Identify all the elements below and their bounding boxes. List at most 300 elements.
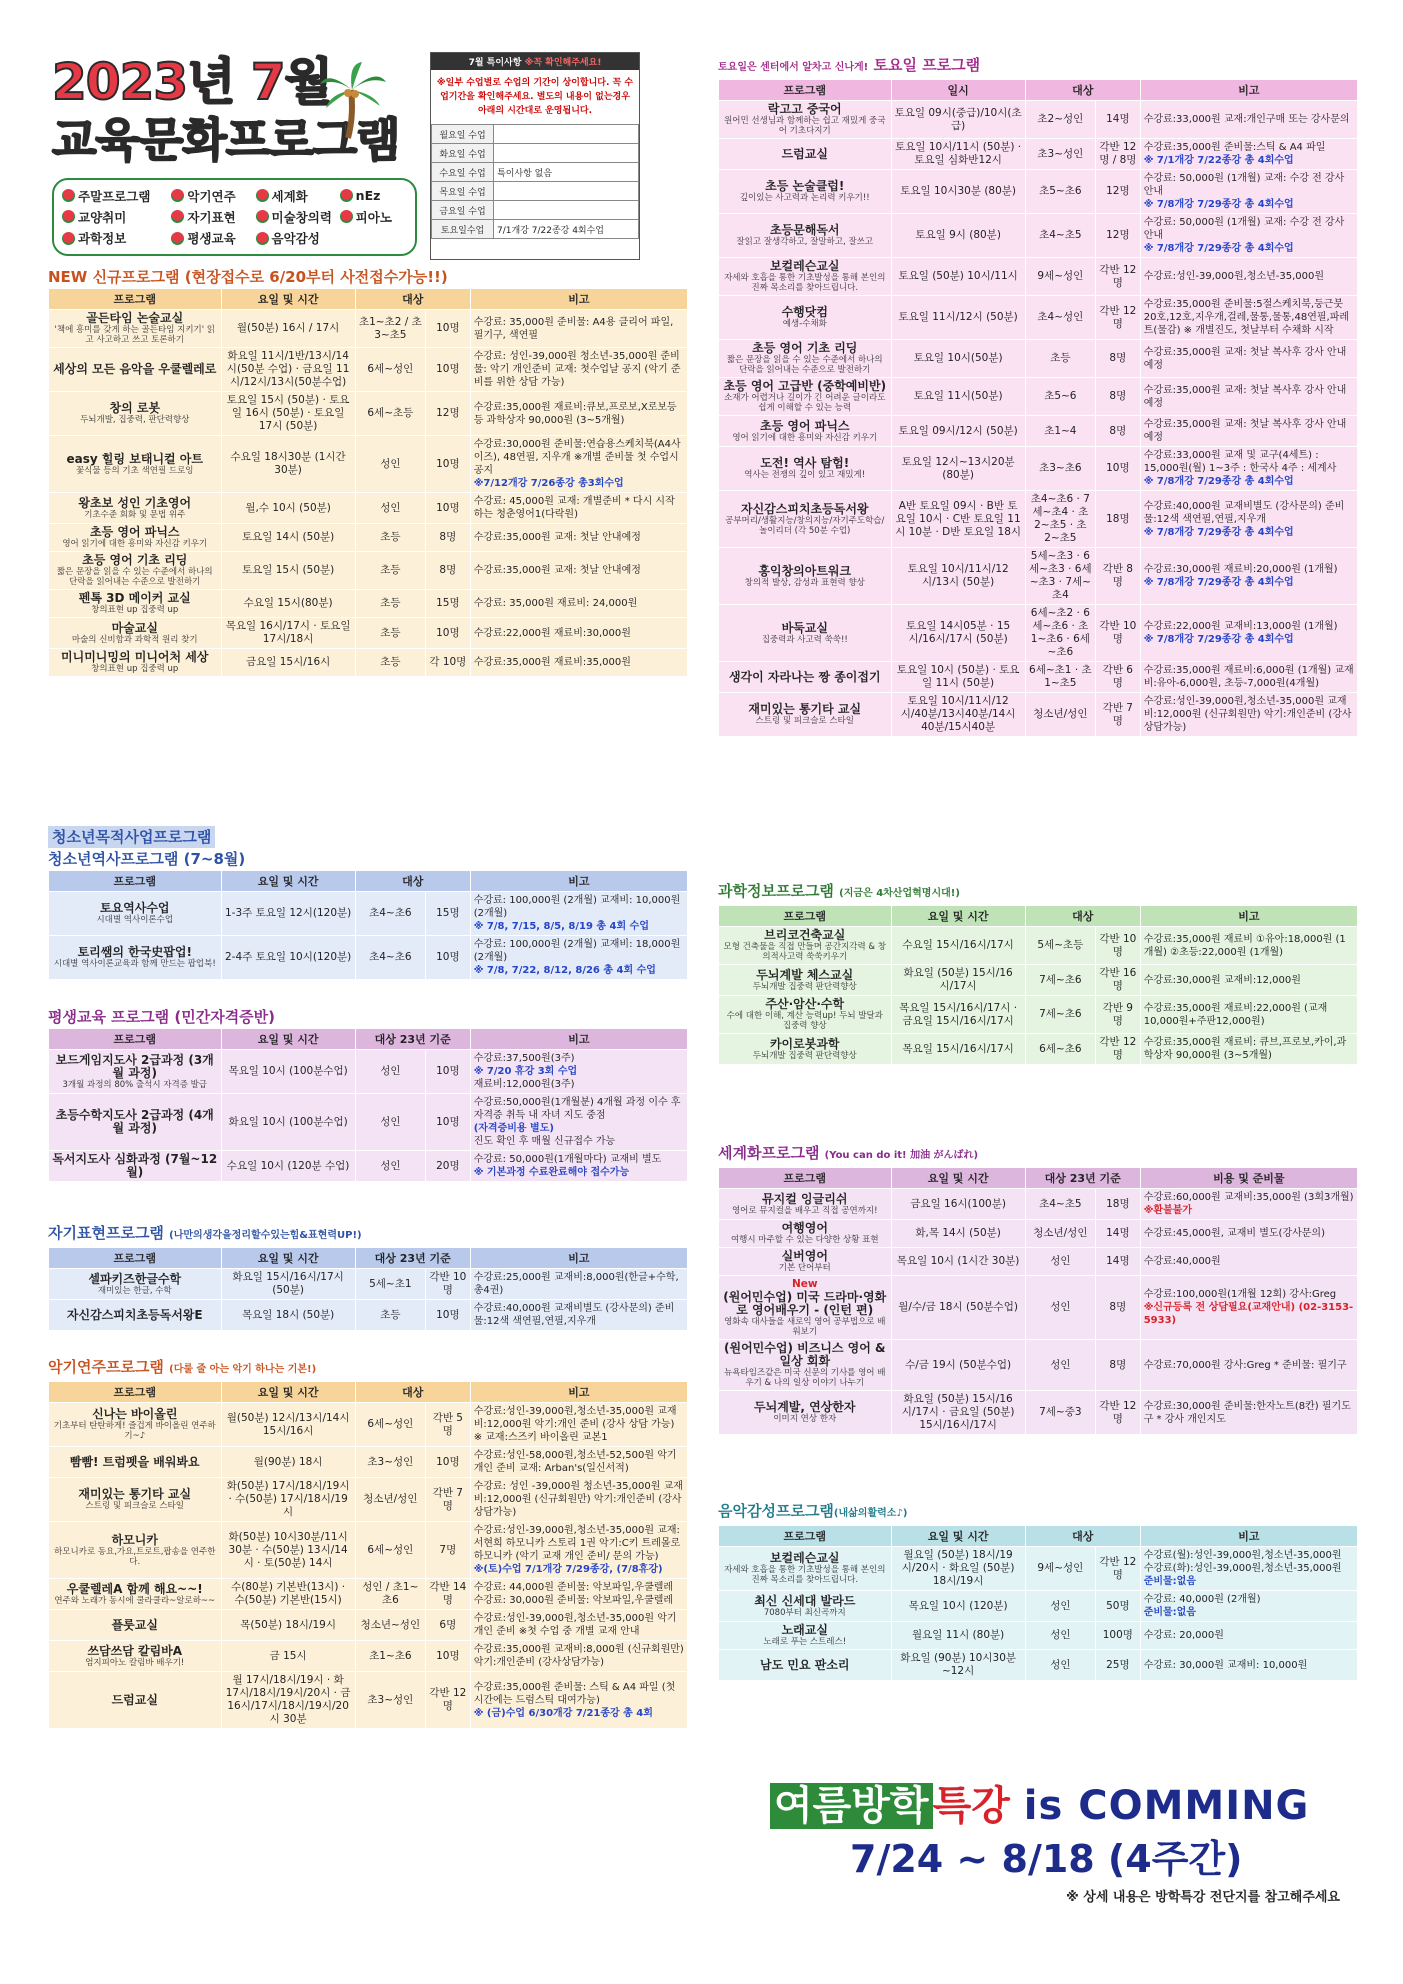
program-capacity: 12명 [1095,170,1140,214]
program-note [470,1403,687,1447]
table-row [719,1650,1358,1681]
program-note [1140,662,1357,693]
program-name: 락고고 중국어 [767,102,842,116]
program-name-cell [719,170,892,214]
program-time: 수요일 18시30분 (1시간 30분) [221,436,355,493]
program-name: 우쿨렐레A 함께 해요~~! [66,1581,203,1596]
note-text: 수강료:성인-58,000원,청소년-52,500원 악기개인 준비 교재: Arban's(일신서적) [473,1450,677,1474]
note-text: 수강료: 100,000원 (2개월) 교재비: 18,000원(2개월) [473,939,681,963]
section-teen [48,826,688,980]
program-note [470,1672,687,1729]
program-target: 초등 [355,524,425,552]
notice-value [494,182,639,201]
program-time: 토요일 14시05분 · 15시/16시/17시 (50분) [891,605,1025,662]
category-label: 세계화 [271,188,308,204]
table-row [49,1050,688,1094]
column-header: 프로그램 [719,1168,892,1189]
program-capacity: 10명 [425,1641,470,1672]
program-note [1140,1622,1357,1650]
program-name-cell [719,605,892,662]
notice-row [432,182,639,201]
section-title-text: 음악감성프로그램 [718,1502,834,1520]
program-name-cell [719,101,892,139]
note-highlight: 준비물:없음 [1143,1607,1197,1618]
program-capacity: 각반 8명 [1095,548,1140,605]
column-header: 요일 및 시간 [891,906,1025,927]
header-row [719,906,1358,927]
category-item [256,207,340,226]
program-time: 월요일 11시 (80분) [891,1622,1025,1650]
program-name-cell [49,1094,222,1151]
note-text: 수강료: 40,000원 (2개월) [1143,1594,1261,1605]
program-name: 도전! 역사 탐험! [760,456,850,470]
program-name: 두뇌계발, 연상한자 [754,1400,856,1414]
notice-value: 특이사항 없음 [494,163,639,182]
section-title-text: 악기연주프로그램 [48,1358,164,1376]
program-note [1140,1650,1357,1681]
program-name-cell [719,1220,892,1248]
note-text: 수강료:35,000원 재료비:22,000원 (교재10,000원+주판12,000원) [1143,1002,1328,1027]
program-target: 청소년/성인 [1025,693,1095,737]
program-desc: 시대별 역사이론교육과 함께 만드는 팝업북! [53,959,216,969]
program-note [470,1050,687,1094]
program-time: 화요일 (90분) 10시30분~12시 [891,1650,1025,1681]
program-note [1140,605,1357,662]
table-row [719,139,1358,170]
program-name-cell [719,662,892,693]
program-name: 드럼교실 [111,1692,158,1707]
program-capacity: 10명 [1095,447,1140,491]
program-desc: 영어 읽기에 대한 흥미와 자신감 키우기 [62,539,208,549]
table-row [49,1300,688,1331]
program-time: 토요일 11시/12시 (50분) [891,296,1025,340]
program-name: 초등 영어 고급반 (중학예비반) [723,379,887,393]
summer-title-b: 특강 [932,1783,1010,1829]
table-row [49,649,688,677]
notice-row [432,125,639,144]
table-row [719,258,1358,296]
program-capacity: 10명 [425,618,470,649]
table-row [49,310,688,348]
header-row [719,80,1358,101]
program-name-cell [49,649,222,677]
program-note [470,493,687,524]
note-text: 수강료: 100,000원 (2개월) 교재비: 10,000원 (2개월) [473,895,681,919]
program-capacity: 각반 12명 [1095,258,1140,296]
program-target: 성인 [355,1050,425,1094]
program-time: 금 15시 [221,1641,355,1672]
program-note [470,1478,687,1522]
table-row [719,378,1358,416]
program-name-cell [49,1522,222,1579]
program-time: 화요일 (50분) 15시/16시/17시 [891,965,1025,996]
program-capacity: 각반 12명 [1095,296,1140,340]
program-name-cell [49,1579,222,1610]
program-name-cell [49,1151,222,1182]
program-capacity: 8명 [1095,340,1140,378]
program-desc: 공부머리/생활지능/창의지능/자기주도학습/놀이리더 (각 50분 수업) [725,515,885,536]
program-name-cell [49,590,222,618]
table-row [49,1269,688,1300]
table-row [719,296,1358,340]
note-highlight: 준비물:없음 [1143,1576,1197,1587]
program-note [470,1579,687,1610]
table-row [719,693,1358,737]
program-target: 초3~성인 [355,1672,425,1729]
note-highlight: ※ 7/8, 7/22, 8/12, 8/26 총 4회 수업 [473,965,656,976]
program-target: 성인 [1025,1591,1095,1622]
notice-day: 금요일 수업 [432,201,494,220]
program-note [470,892,687,936]
program-time: 1-3주 토요일 12시(120분) [221,892,355,936]
note-text: 수강료(월):성인-39,000원,청소년-35,000원 수강료(화):성인-39,000원,청소년-35,000원 [1143,1550,1342,1574]
program-desc: 여행시 마주할 수 있는 다양한 상황 표현 [730,1235,879,1245]
program-name-cell [49,892,222,936]
column-header: 프로그램 [49,1029,222,1050]
program-time: 목(50분) 18시/19시 [221,1610,355,1641]
note-text: 수강료:70,000원 강사:Greg * 준비물: 필기구 [1143,1359,1347,1371]
program-desc: 마술의 신비함과 과학적 원리 찾기 [71,634,198,645]
program-target: 6세~초1 · 초1~초5 [1025,662,1095,693]
program-note [1140,1391,1357,1435]
program-table [48,870,688,980]
program-target: 6세~성인 [355,348,425,392]
program-desc: 잘읽고 잘생각하고, 잘말하고, 잘쓰고 [736,237,874,247]
table-row [719,447,1358,491]
column-header: 프로그램 [49,1382,222,1403]
program-target: 초등 [1025,340,1095,378]
program-target: 초5~6 [1025,378,1095,416]
program-time: 토요일 10시30분 (80분) [891,170,1025,214]
category-label: 악기연주 [187,188,236,204]
program-name: 주산·암산·수학 [765,997,845,1011]
program-name: 수행닷컴 [781,305,828,319]
table-row [719,965,1358,996]
program-time: 토요일 (50분) 10시/11시 [891,258,1025,296]
category-label: 과학정보 [78,231,127,247]
summer-date: 7/24 ~ 8/18 (4주간) [850,1837,1243,1881]
note-text: 수강료: 50,000원 (1개월) 교재: 수강 전 강사 안내 [1143,173,1345,197]
program-capacity: 8명 [1095,378,1140,416]
category-item [171,186,255,205]
header-row [49,871,688,892]
section-sub: (You can do it! 加油 がんばれ) [824,1150,979,1161]
note-text: 수강료:35,000원 교재: 첫날 복사후 강사 안내예정 [1143,346,1347,371]
program-time: 금요일 16시(100분) [891,1189,1025,1220]
column-header: 대상 23년 기준 [355,1029,470,1050]
program-note [470,1300,687,1331]
program-note [470,1610,687,1641]
note-text: 수강료:성인-39,000원,청소년-35,000원 교재비:12,000원 (신규회원만) 악기:개인준비 (강사상담가능) [1143,696,1352,733]
program-target: 5세~초3 · 6세~초3 · 6세~초3 · 7세~초4 [1025,548,1095,605]
section-title [48,1356,688,1381]
program-note [1140,1591,1357,1622]
program-capacity: 8명 [425,552,470,590]
table-row [719,1547,1358,1591]
section-self-expression [48,1222,688,1331]
program-time: 목요일 15시/16시/17시 · 금요일 15시/16시/17시 [891,996,1025,1034]
program-target: 초4~초5 [1025,214,1095,258]
program-name-cell [49,436,222,493]
program-capacity: 각반 7명 [1095,693,1140,737]
program-desc: 역사는 전쟁의 깊이 있고 재밌게! [744,470,866,480]
program-name: 보컬레슨교실 [769,259,840,273]
note-text: 수강료:35,000원 교재비:8,000원 (신규회원만) 악기:개인준비 (강사상담가능) [473,1644,684,1668]
program-name-cell [719,996,892,1034]
program-target: 성인 [1025,1650,1095,1681]
program-name: 창의 로봇 [109,401,161,415]
table-row [719,996,1358,1034]
program-note [470,524,687,552]
program-note [470,936,687,980]
note-text: 수강료:25,000원 교재비:8,000원(한글+수학,총4권) [473,1272,679,1296]
program-time: 금요일 15시/16시 [221,649,355,677]
table-row [49,1478,688,1522]
program-note [1140,927,1357,965]
program-desc: 하모니카로 동요,가요,트로트,팝송을 연주한다. [54,1546,216,1567]
program-name-cell [719,1248,892,1276]
program-time: 목요일 18시 (50분) [221,1300,355,1331]
program-name-cell [49,1610,222,1641]
program-time: 목요일 10시 (100분수업) [221,1050,355,1094]
program-note [1140,1034,1357,1065]
program-capacity: 10명 [425,1094,470,1151]
program-name: 토리쌤의 한국史팝업! [77,945,192,959]
program-capacity: 14명 [1095,1248,1140,1276]
section-new-program [48,266,688,677]
program-note [470,1522,687,1579]
new-badge: New [791,1278,818,1290]
section-music [718,1500,1358,1681]
program-name-cell [719,965,892,996]
note-highlight: (자격증비용 별도) [473,1123,554,1134]
note-text: 수강료:30,000원 교재비:12,000원 [1143,974,1301,986]
program-desc: 창의표현 up 집중력 up [91,664,179,674]
section-sub: (다룰 줄 아는 악기 하나는 기본!) [169,1364,317,1375]
title-line2-a: 교육문화 [52,113,226,167]
column-header: 대상 [1025,80,1140,101]
program-desc: 꽃식물 등의 기초 색연필 드로잉 [75,465,194,476]
program-target: 성인 [355,1151,425,1182]
program-name: 신나는 바이올린 [92,1407,178,1421]
program-desc: 기본 단어부터 [778,1263,831,1273]
program-time: 목요일 10시 (120분) [891,1591,1025,1622]
category-item [256,229,340,248]
program-note [470,1269,687,1300]
note-text: 수강료:35,000원 교재: 첫날 안내예정 [473,565,641,576]
program-time: 화요일 15시/16시/17시 (50분) [221,1269,355,1300]
program-target: 초1~초2 / 초3~초5 [355,310,425,348]
program-name: 초등 영어 기초 리딩 [752,341,858,355]
program-name-cell [719,214,892,258]
program-note [1140,996,1357,1034]
table-row [719,1340,1358,1391]
program-desc: 시대별 역사이론수업 [96,915,174,925]
note-highlight: ※ 7/20 휴강 3회 수업 [473,1066,578,1077]
program-desc: 영화속 대사들을 새로익 영어 공부법으로 배워보기 [724,1317,886,1337]
section-saturday [718,54,1358,737]
program-name-cell [719,416,892,447]
note-text: 수강료:35,000원 준비물:5절스케치북,둥근붓20호,12호,지우개,걸레,물통,물통,48연필,파레트(물감) ※ 개별진도, 첫날부터 수채화 시작 [1143,299,1350,336]
category-label: 교양취미 [78,209,127,225]
notice-value: 7/1개강 7/22종강 4회수업 [494,220,639,239]
category-label: 피아노 [355,209,392,225]
program-name: 두뇌계발 체스교실 [756,967,854,982]
table-row [49,524,688,552]
program-name: 초등수학지도사 2급과정 (4개월 과정) [55,1108,214,1135]
note-highlight: ※ 기본과정 수료완료해야 접수가능 [473,1167,630,1178]
header-row [49,1382,688,1403]
program-capacity: 6명 [425,1610,470,1641]
note-text: 수강료: 45,000원 교재: 개별준비 * 다시 시작하는 청춘영어1(다락원) [473,496,675,520]
program-note [470,1094,687,1151]
table-row [719,1391,1358,1435]
program-desc: 두뇌개발 집중력 판단력향상 [752,981,857,992]
note-text: 수강료:22,000원 교재비:13,000원 (1개월) [1143,621,1338,632]
note-highlight: ※ (금)수업 6/30개강 7/21종강 총 4회 [473,1707,653,1719]
program-table [48,1247,688,1331]
column-header: 대상 23년 기준 [1025,1168,1140,1189]
program-desc: 집중력과 사고력 쑥쑥!! [761,634,848,645]
program-name: 생각이 자라나는 짱 종이접기 [728,669,881,684]
program-name: 최신 신세대 발라드 [754,1593,856,1608]
note-text: 수강료:40,000원 [1143,1256,1221,1267]
program-capacity: 각반 5명 [425,1403,470,1447]
program-target: 성인 [1025,1340,1095,1391]
program-time: 화요일 11시/1반/13시/14시(50분 수업) · 금요일 11시/12시/13시(50분수업) [221,348,355,392]
table-row [719,1276,1358,1340]
program-time: 토요일 09시/12시 (50분) [891,416,1025,447]
section-title [718,1500,1358,1525]
section-instrument [48,1356,688,1729]
program-capacity: 10명 [425,1300,470,1331]
category-item [340,207,407,226]
program-capacity: 10명 [425,436,470,493]
program-name-cell [49,310,222,348]
program-note [1140,296,1357,340]
category-item [340,186,407,205]
program-name: 보컬레슨교실 [769,1551,840,1565]
program-note [470,310,687,348]
note-text: 수강료: 35,000원 준비물: A4용 클리어 파일, 필기구, 색연필 [473,316,674,341]
table-row [49,552,688,590]
header-row [719,1168,1358,1189]
note-text: 수강료:100,000원(1개월 12회) 강사:Greg [1143,1289,1337,1300]
program-name-cell [719,491,892,548]
program-note [1140,1276,1357,1340]
section-world [718,1142,1358,1435]
table-row [49,1522,688,1579]
program-desc: 자세와 호흡을 통한 기초발성을 통해 본인의 진짜 목소리를 찾아드립니다. [724,1565,886,1585]
program-target: 6세~초등 [355,392,425,436]
note-warning: ※환불불가 [1143,1205,1193,1216]
notice-value [494,144,639,163]
program-capacity: 각반 10명 [1095,927,1140,965]
program-note [1140,214,1357,258]
program-name-cell [719,927,892,965]
program-note [470,649,687,677]
program-name: 초등문해독서 [769,223,840,237]
note-highlight: ※(토)수업 7/1개강 7/29종강, (7/8휴강) [473,1564,663,1575]
note-text: 수강료:45,000원, 교재비 별도(강사문의) [1143,1228,1325,1239]
program-desc: 짧은 문장을 읽을 수 있는 수준에서 하나의 단락을 읽어내는 수준으로 발전하기 [56,567,213,587]
notice-desc: ※일부 수업별로 수업의 기간이 상이합니다. 꼭 수업기간을 확인해주세요. 별도의 내용이 없는경우 아래의 시간대로 운영됩니다. [436,78,634,116]
table-row [719,1248,1358,1276]
column-header: 비고 [470,289,687,310]
program-capacity: 각반 10명 [1095,605,1140,662]
table-row [719,1220,1358,1248]
program-target: 초4~초5 [1025,1189,1095,1220]
program-capacity: 각반 12명 [1095,1547,1140,1591]
program-name-cell [49,493,222,524]
program-name-cell [49,1403,222,1447]
header-row [49,1248,688,1269]
program-table [718,1167,1358,1435]
watermelon-icon [62,210,75,223]
program-note [1140,548,1357,605]
title-line2-b: 프로그램 [225,113,400,167]
program-time: 토요일 10시/11시/12시/13시 (50분) [891,548,1025,605]
note-highlight: ※ 7/8, 7/15, 8/5, 8/19 총 4회 수업 [473,921,649,932]
column-header: 비고 [1140,80,1357,101]
program-name-cell [719,1189,892,1220]
program-name-cell [719,1547,892,1591]
program-capacity: 8명 [425,524,470,552]
program-note [470,436,687,493]
program-name: 초등 논술클럽! [765,179,845,193]
program-capacity: 8명 [1095,1276,1140,1340]
program-name: 세상의 모든 음악을 우쿨렐레로 [53,362,217,376]
program-name: 자신감스피치초등독서왕 [741,501,869,516]
program-target: 6세~초2 · 6세~초6 · 초1~초6 · 6세~초6 [1025,605,1095,662]
program-name-cell [49,1478,222,1522]
program-target: 초등 [355,1300,425,1331]
header-row [49,289,688,310]
table-row [49,1094,688,1151]
program-capacity: 10명 [425,493,470,524]
watermelon-icon [256,189,269,202]
program-name: 카이로봇과학 [769,1036,840,1051]
program-note [470,618,687,649]
program-time: 월 17시/18시/19시 · 화 17시/18시/19시/20시 · 금 16시/17시/18시/19시/20시 30분 [221,1672,355,1729]
program-desc: 창의표현 up 집중력 up [91,605,179,615]
program-name: 셀파키즈한글수학 [88,1271,182,1286]
program-desc: 깊이있는 사고력과 논리력 키우기!! [739,193,870,203]
table-row [719,605,1358,662]
table-row [49,1579,688,1610]
program-time: 토요일 14시 (50분) [221,524,355,552]
column-header: 대상 [355,871,470,892]
program-time: 토요일 11시(50분) [891,378,1025,416]
program-target: 초등 [355,649,425,677]
table-row [719,1189,1358,1220]
column-header: 비고 [470,1382,687,1403]
notice-day: 토요일수업 [432,220,494,239]
program-name: 실버영어 [781,1249,828,1263]
program-target: 성인 / 초1~초6 [355,1579,425,1610]
program-note [1140,101,1357,139]
section-science [718,880,1358,1065]
program-time: 수요일 15시/16시/17시 [891,927,1025,965]
program-desc: 뉴욕타임즈같은 미국 신문의 기사를 영어 배우기 & 나의 일상 이야기 나누기 [724,1368,886,1388]
note-text: 수강료:22,000원 재료비:30,000원 [473,627,631,639]
section-title [718,1142,1358,1167]
category-label: 미술창의력 [271,209,332,225]
program-target: 청소년/성인 [355,1478,425,1522]
program-target: 성인 [355,493,425,524]
program-capacity: 각반 12명 [1095,1034,1140,1065]
column-header: 비고 [470,1029,687,1050]
